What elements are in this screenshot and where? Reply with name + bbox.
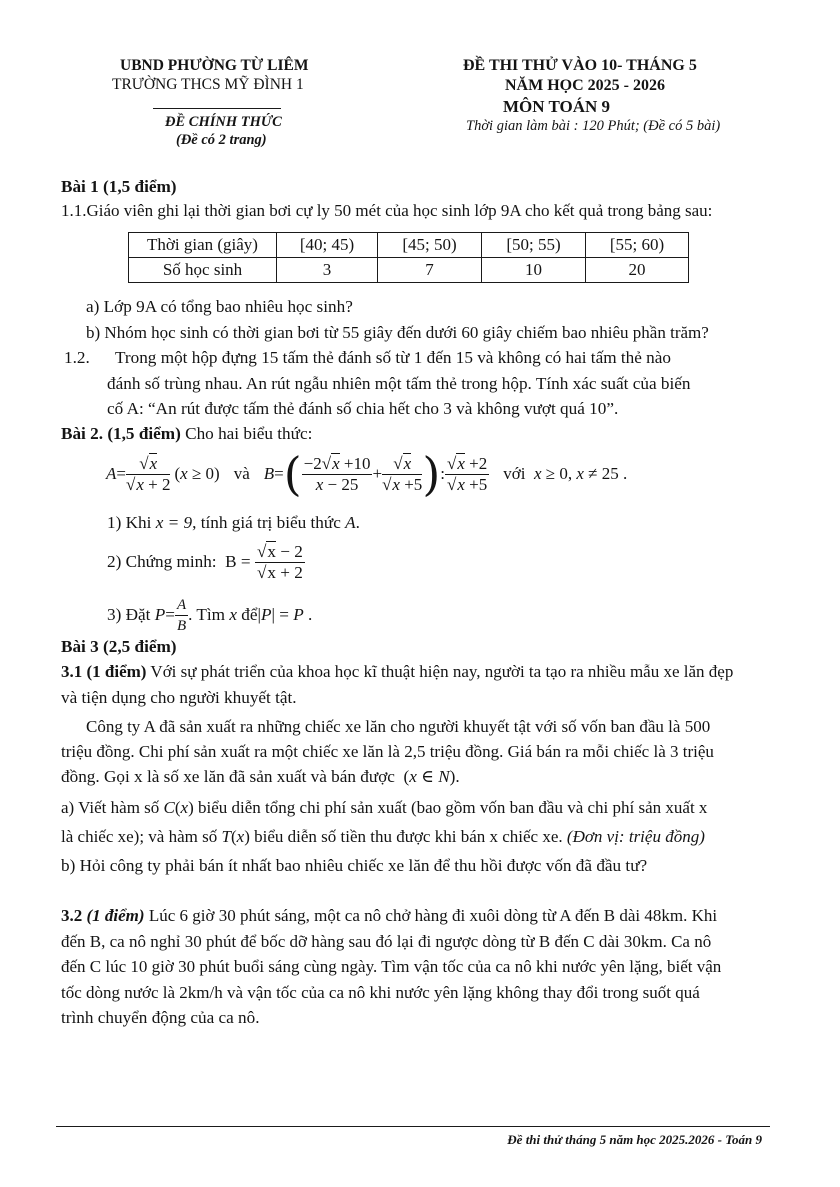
expression-definitions: A = $\frac{√x}{√x + 2}$ (x ≥ 0) và B = ( $\frac{-2√x +10}{x - 25}$ + $\frac{√x}{√x +5}$ ) : $\frac{√x +2}{√x +5}$ với x ≥ 0, x ≠ 25 . (106, 447, 628, 501)
bai3-paragraph-line: triệu đồng. Chi phí sản xuất ra một chiếc xe lăn là 2,5 triệu đồng. Giá bán ra mỗi chiếc là 3 triệu (61, 742, 714, 761)
bai2-heading (61, 423, 312, 445)
bai3-2-line: đến C lúc 10 giờ 30 phút buổi sáng cùng ngày. Tìm vận tốc của ca nô khi nước yên lặng, biết vận (61, 957, 722, 976)
bai3-paragraph-line: đồng. Gọi x là số xe lăn đã sản xuất và bán được (x ∈ N). (61, 767, 460, 786)
bai1-part2-line: cố A: “An rút được tấm thẻ đánh số chia hết cho 3 và không vượt quá 10”. (107, 399, 619, 418)
bai1-part-number: 1.2. (64, 348, 90, 367)
fraction-b1: $\frac{-2√x +10}{x - 25}$ (303, 453, 371, 494)
bai3-1-line: và tiện dụng cho người khuyết tật. (61, 688, 297, 707)
bai2-question-1: 1) Khi x = 9, tính giá trị biểu thức A. (107, 513, 360, 532)
bai3-title: Bài 3 (2,5 điểm) (61, 637, 177, 656)
bai1-question-a: a) Lớp 9A có tổng bao nhiêu học sinh? (86, 297, 353, 316)
bai1-part2-line: đánh số trùng nhau. An rút ngẫu nhiên một tấm thẻ trong hộp. Tính xác suất của biến (107, 374, 691, 393)
bai2-title: Bài 2. (1,5 điểm) (61, 424, 181, 443)
table-cell: 7 (378, 258, 482, 283)
table-header-cell: [40; 45) (277, 233, 378, 258)
table-header-cell: [50; 55) (482, 233, 586, 258)
fraction-p: $\frac{A}{B}$ (176, 596, 187, 634)
bai2-question-3: 3) Đặt P = $\frac{A}{B}$ . Tìm x để |P| = P . (107, 596, 313, 634)
bai3-2-line: 3.2 (1 điểm) Lúc 6 giờ 30 phút sáng, một ca nô chở hàng đi xuôi dòng từ A đến B dài 48km. Khi (61, 906, 718, 925)
school-name: TRƯỜNG THCS MỸ ĐÌNH 1 (112, 76, 304, 93)
subject: MÔN TOÁN 9 (503, 97, 611, 116)
bai3-2-line: đến B, ca nô nghỉ 30 phút để bốc dỡ hàng sau đó lại đi ngược dòng từ B đến C dài 30km. Ca nô (61, 932, 712, 951)
bai1-part2-line: Trong một hộp đựng 15 tấm thẻ đánh số từ 1 đến 15 và không có hai tấm thẻ nào (115, 348, 671, 367)
bai3-1-line: 3.1 (1 điểm) Với sự phát triển của khoa học kĩ thuật hiện nay, người ta tạo ra nhiều mẫu xe lăn đẹp (61, 662, 734, 681)
footer-divider (56, 1126, 770, 1127)
bai3-paragraph-line: Công ty A đã sản xuất ra những chiếc xe lăn cho người khuyết tật với số vốn ban đầu là 500 (86, 717, 711, 736)
footer-text: Đề thi thử tháng 5 năm học 2025.2026 - Toán 9 (507, 1132, 762, 1147)
table-cell: 3 (277, 258, 378, 283)
bai3-2-line: trình chuyển động của ca nô. (61, 1008, 260, 1027)
bai2-question-2: 2) Chứng minh: B = $\frac{√x - 2}{√x + 2}$ (107, 541, 303, 582)
school-year: NĂM HỌC 2025 - 2026 (505, 77, 665, 94)
bai3-question-a-cont: là chiếc xe); và hàm số T(x) biểu diễn số tiền thu được khi bán x chiếc xe. (Đơn vị: triệu đồng) (61, 827, 705, 846)
bai3-2-line: tốc dòng nước là 2km/h và vận tốc của ca nô khi nước yên lặng không thay đổi trong suốt quá (61, 983, 700, 1002)
bai2-intro: Cho hai biểu thức: (180, 424, 313, 443)
official-label: ĐỀ CHÍNH THỨC (165, 114, 282, 130)
table-header-row (129, 233, 689, 258)
bai3-question-b: b) Hỏi công ty phải bán ít nhất bao nhiêu chiếc xe lăn để thu hồi được vốn đã đầu tư? (61, 856, 648, 875)
bai1-intro: 1.1.Giáo viên ghi lại thời gian bơi cự ly 50 mét của học sinh lớp 9A cho kết quả trong bảng sau: (61, 201, 713, 220)
fraction-b2: $\frac{√x}{√x +5}$ (382, 453, 423, 494)
bai3-question-a: a) Viết hàm số C(x) biểu diễn tổng chi phí sản xuất (bao gồm vốn ban đầu và chi phí sản xuất x (61, 798, 708, 817)
page-count: (Đề có 2 trang) (176, 132, 267, 148)
bai1-title: Bài 1 (1,5 điểm) (61, 177, 177, 196)
exam-title: ĐỀ THI THỬ VÀO 10- THÁNG 5 (463, 57, 697, 74)
table-cell: 10 (482, 258, 586, 283)
table-row (129, 258, 689, 283)
table-cell: 20 (586, 258, 689, 283)
fraction-b3: $\frac{√x +2}{√x +5}$ (447, 453, 488, 494)
table-header-cell: [55; 60) (586, 233, 689, 258)
department-name: UBND PHƯỜNG TỪ LIÊM (120, 57, 309, 74)
time-allowed: Thời gian làm bài : 120 Phút; (Đề có 5 bài) (466, 118, 721, 134)
swim-time-table (128, 232, 689, 283)
table-cell: Số học sinh (129, 258, 277, 283)
table-header-cell: [45; 50) (378, 233, 482, 258)
header-divider (153, 108, 281, 109)
bai1-question-b: b) Nhóm học sinh có thời gian bơi từ 55 giây đến dưới 60 giây chiếm bao nhiêu phần trăm? (86, 323, 709, 342)
fraction-b-result: $\frac{√x - 2}{√x + 2}$ (256, 541, 303, 582)
table-header-cell: Thời gian (giây) (129, 233, 277, 258)
fraction-a: $\frac{√x}{√x + 2}$ (125, 453, 171, 494)
